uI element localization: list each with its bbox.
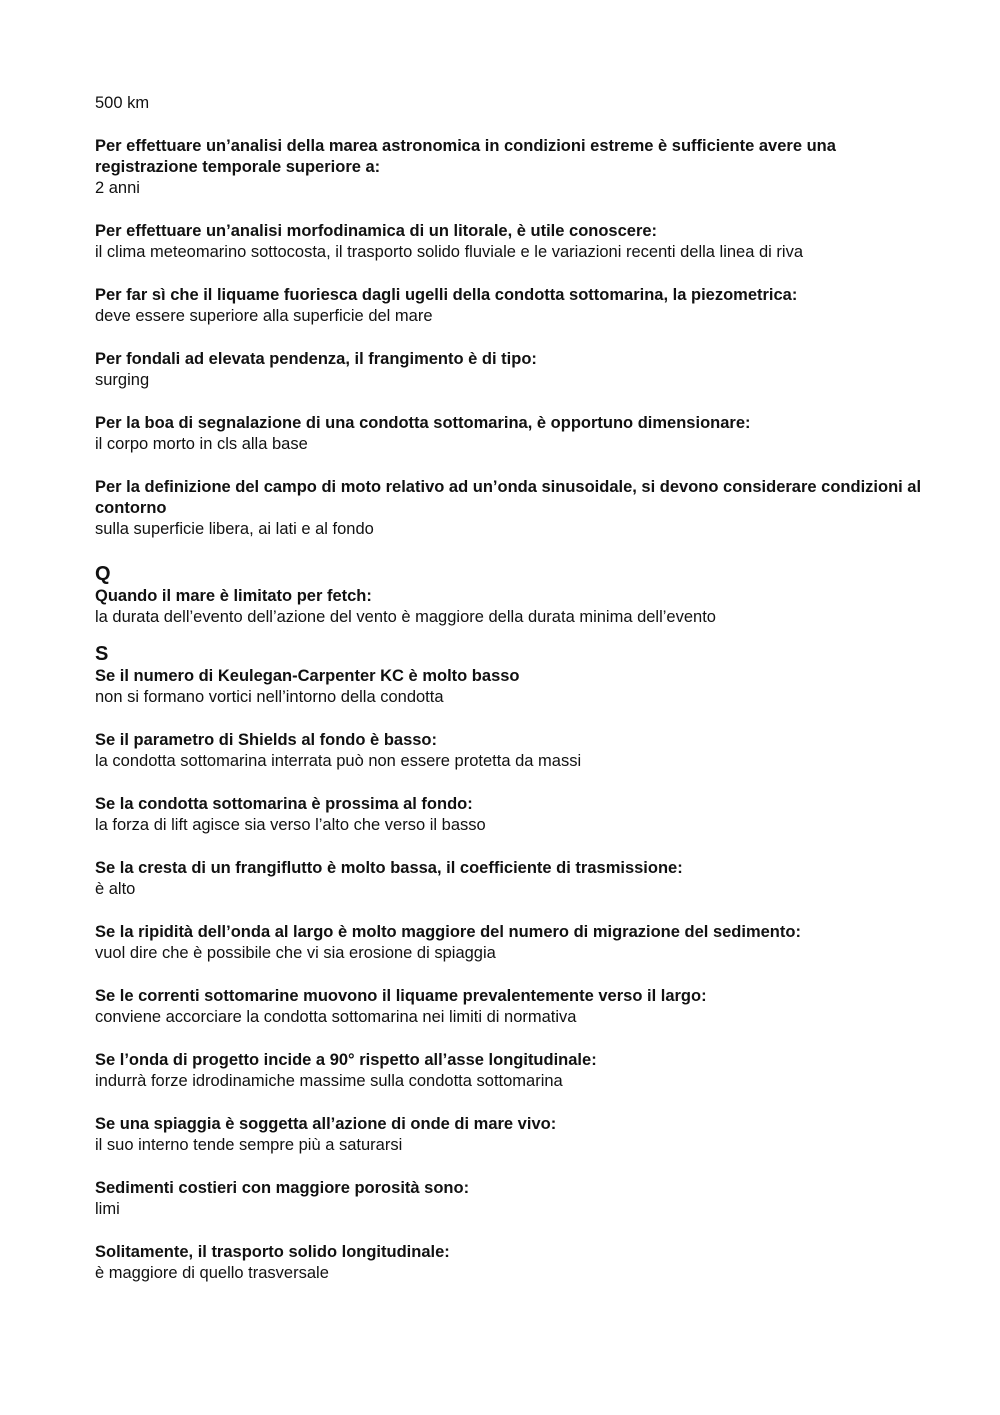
question-text: Per far sì che il liquame fuoriesca dagli ugelli della condotta sottomarina, la piezometrica: bbox=[95, 286, 798, 304]
question-text: Sedimenti costieri con maggiore porosità sono: bbox=[95, 1179, 470, 1197]
question-text: Se le correnti sottomarine muovono il liquame prevalentemente verso il largo: bbox=[95, 987, 707, 1005]
answer-text: la forza di lift agisce sia verso l’alto che verso il basso bbox=[95, 816, 486, 834]
qa-item bbox=[95, 986, 925, 1028]
question-text: Per la boa di segnalazione di una condotta sottomarina, è opportuno dimensionare: bbox=[95, 414, 751, 432]
question-text: Per la definizione del campo di moto relativo ad un’onda sinusoidale, si devono considerare condizioni al contorno bbox=[95, 478, 922, 517]
qa-item bbox=[95, 1178, 925, 1220]
qa-item bbox=[95, 413, 925, 455]
section-s bbox=[95, 642, 925, 1284]
question-text: Quando il mare è limitato per fetch: bbox=[95, 587, 372, 605]
answer-text: il corpo morto in cls alla base bbox=[95, 435, 308, 453]
question-text: Per fondali ad elevata pendenza, il frangimento è di tipo: bbox=[95, 350, 537, 368]
qa-item bbox=[95, 922, 925, 964]
answer-text: deve essere superiore alla superficie del mare bbox=[95, 307, 433, 325]
answer-text: conviene accorciare la condotta sottomarina nei limiti di normativa bbox=[95, 1008, 577, 1026]
question-text: Se il parametro di Shields al fondo è basso: bbox=[95, 731, 437, 749]
answer-text: è maggiore di quello trasversale bbox=[95, 1264, 329, 1282]
answer-text: 2 anni bbox=[95, 179, 140, 197]
answer-text: limi bbox=[95, 1200, 120, 1218]
answer-text: non si formano vortici nell’intorno della condotta bbox=[95, 688, 444, 706]
answer-text: la durata dell’evento dell’azione del vento è maggiore della durata minima dell’evento bbox=[95, 608, 716, 626]
qa-item bbox=[95, 136, 925, 199]
qa-item bbox=[95, 1050, 925, 1092]
qa-item bbox=[95, 794, 925, 836]
qa-item bbox=[95, 1242, 925, 1284]
answer-text: vuol dire che è possibile che vi sia erosione di spiaggia bbox=[95, 944, 496, 962]
question-text: Per effettuare un’analisi della marea astronomica in condizioni estreme è sufficiente avere una registrazione temporale superiore a: bbox=[95, 137, 836, 176]
question-group-p bbox=[95, 136, 925, 540]
section-heading: Q bbox=[95, 563, 111, 585]
section-heading: S bbox=[95, 643, 109, 665]
qa-item bbox=[95, 477, 925, 540]
qa-item bbox=[95, 586, 925, 628]
question-text: Se il numero di Keulegan-Carpenter KC è molto basso bbox=[95, 667, 520, 685]
question-text: Se l’onda di progetto incide a 90° rispetto all’asse longitudinale: bbox=[95, 1051, 597, 1069]
question-text: Se la ripidità dell’onda al largo è molto maggiore del numero di migrazione del sedimento: bbox=[95, 923, 801, 941]
qa-item bbox=[95, 349, 925, 391]
question-text: Solitamente, il trasporto solido longitudinale: bbox=[95, 1243, 450, 1261]
answer-text: è alto bbox=[95, 880, 136, 898]
question-text: Se una spiaggia è soggetta all’azione di onde di mare vivo: bbox=[95, 1115, 557, 1133]
answer-text: 500 km bbox=[95, 94, 150, 112]
answer-text: la condotta sottomarina interrata può non essere protetta da massi bbox=[95, 752, 582, 770]
answer-text: surging bbox=[95, 371, 150, 389]
qa-item bbox=[95, 285, 925, 327]
question-text: Se la cresta di un frangiflutto è molto bassa, il coefficiente di trasmissione: bbox=[95, 859, 683, 877]
section-q bbox=[95, 562, 925, 628]
question-text: Se la condotta sottomarina è prossima al fondo: bbox=[95, 795, 473, 813]
answer-text: sulla superficie libera, ai lati e al fondo bbox=[95, 520, 374, 538]
qa-item bbox=[95, 858, 925, 900]
question-text: Per effettuare un’analisi morfodinamica di un litorale, è utile conoscere: bbox=[95, 222, 658, 240]
answer-text: indurrà forze idrodinamiche massime sulla condotta sottomarina bbox=[95, 1072, 563, 1090]
document-page bbox=[95, 93, 925, 1298]
qa-item bbox=[95, 221, 925, 263]
answer-text: il suo interno tende sempre più a saturarsi bbox=[95, 1136, 403, 1154]
qa-item bbox=[95, 666, 925, 708]
qa-item bbox=[95, 730, 925, 772]
answer-text: il clima meteomarino sottocosta, il trasporto solido fluviale e le variazioni recenti della linea di riva bbox=[95, 243, 803, 261]
qa-item bbox=[95, 1114, 925, 1156]
